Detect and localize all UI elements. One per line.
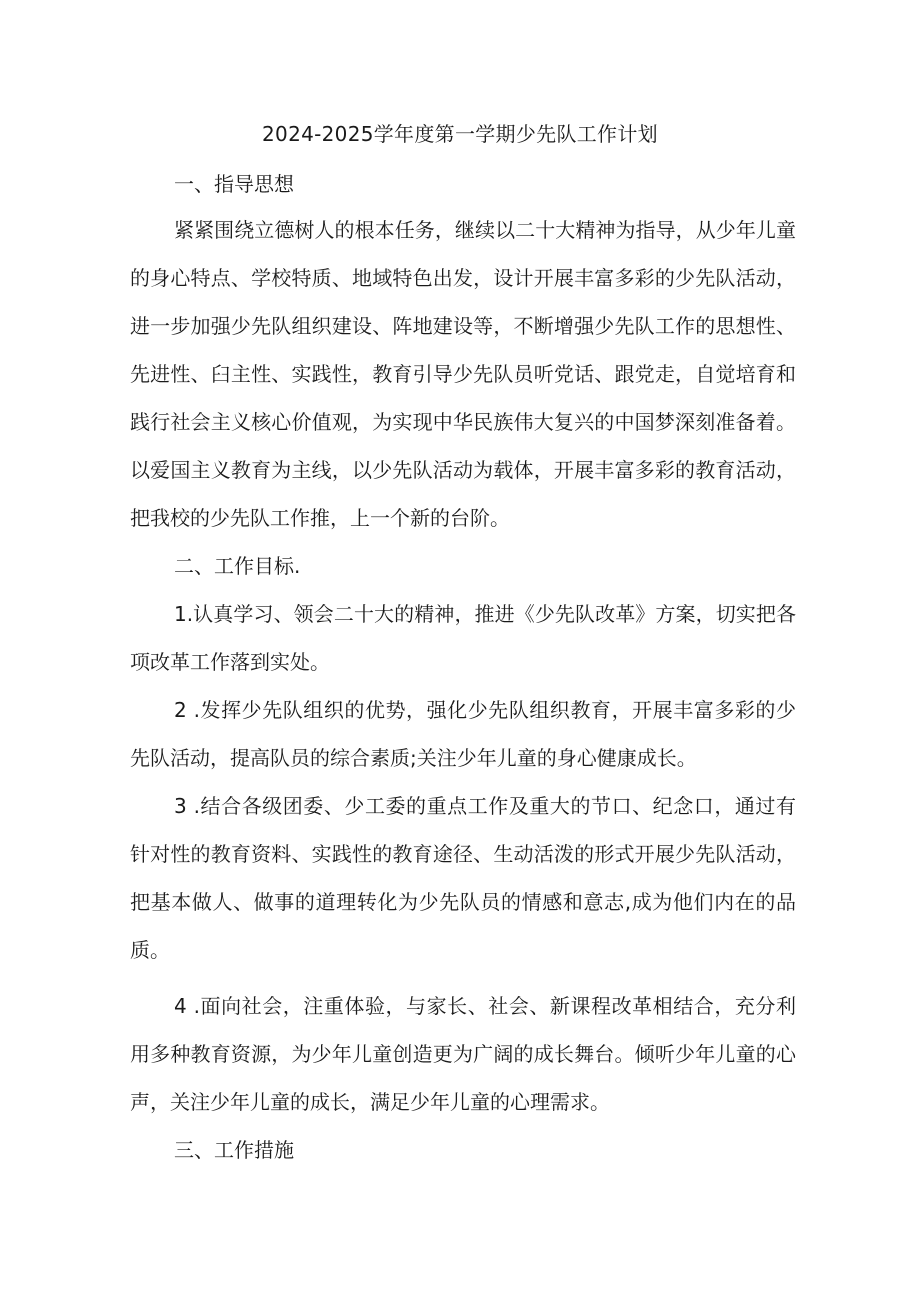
section-heading-guiding-ideology: 一、指导思想: [174, 172, 294, 196]
section-heading-work-measures: 三、工作措施: [174, 1138, 294, 1162]
paragraph-guiding-ideology: 紧紧围绕立德树人的根本任务，继续以二十大精神为指导，从少年儿童的身心特点、学校特质、地域特色出发，设计开展丰富多彩的少先队活动，进一步加强少先队组织建设、阵地建设等，不断增强少先队工作的思想性、先进性、臼主性、实践性，教育引导少先队员听党话、跟党走，自觉培育和践行社会主义核心价值观，为实现中华民族伟大复兴的中国梦深刻准备着。以爱国主义教育为主线，以少先队活动为载体，开展丰富多彩的教育活动，把我校的少先队工作推，上一个新的台阶。: [130, 218, 796, 530]
paragraph-goal-3: 3 .结合各级团委、少工委的重点工作及重大的节口、纪念口，通过有针对性的教育资料、实践性的教育途径、生动活泼的形式开展少先队活动，把基本做人、做事的道理转化为少先队员的情感和意志,成为他们内在的品质。: [130, 794, 796, 962]
paragraph-goal-2: 2 .发挥少先队组织的优势，强化少先队组织教育，开展丰富多彩的少先队活动，提高队员的综合素质;关注少年儿童的身心健康成长。: [130, 698, 796, 770]
paragraph-goal-4: 4 .面向社会，注重体验，与家长、社会、新课程改革相结合，充分利用多种教育资源，为少年儿童创造更为广阔的成长舞台。倾听少年儿童的心声，关注少年儿童的成长，满足少年儿童的心理需求。: [130, 994, 796, 1114]
paragraph-goal-1: 1.认真学习、领会二十大的精神，推进《少先队改革》方案，切实把各项改革工作落到实处。: [130, 602, 796, 674]
document-title: 2024-2025学年度第一学期少先队工作计划: [262, 122, 658, 146]
section-heading-work-goals: 二、工作目标.: [174, 554, 301, 578]
